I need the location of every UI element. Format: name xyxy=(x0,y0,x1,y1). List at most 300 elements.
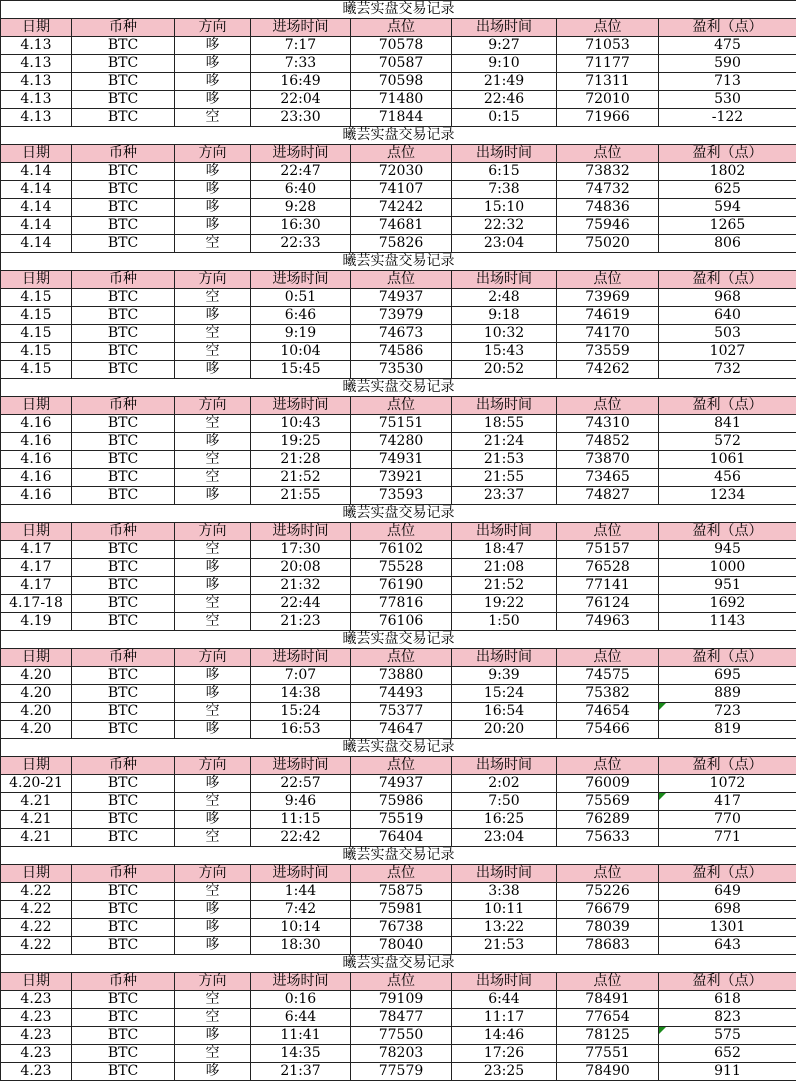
table-row xyxy=(1,451,796,469)
table-cell: 空 xyxy=(175,991,251,1009)
table-row xyxy=(1,541,796,559)
header-cell: 盈利（点） xyxy=(659,523,796,541)
table-cell: 76738 xyxy=(351,919,452,937)
section-title-row xyxy=(1,1,796,19)
section-title-row xyxy=(1,955,796,973)
header-cell: 点位 xyxy=(351,397,452,415)
section-title: 曦芸实盘交易记录 xyxy=(1,253,796,271)
table-cell: BTC xyxy=(72,289,175,307)
table-cell: 22:04 xyxy=(251,91,351,109)
table-cell: 1234 xyxy=(659,487,796,505)
table-cell: BTC xyxy=(72,991,175,1009)
header-cell: 日期 xyxy=(1,145,72,163)
header-cell: 方向 xyxy=(175,271,251,289)
header-cell: 点位 xyxy=(351,757,452,775)
table-cell: 4.21 xyxy=(1,829,72,847)
section-title: 曦芸实盘交易记录 xyxy=(1,505,796,523)
table-row xyxy=(1,289,796,307)
table-cell: 16:49 xyxy=(251,73,351,91)
table-cell: 572 xyxy=(659,433,796,451)
table-cell: 哆 xyxy=(175,163,251,181)
table-row xyxy=(1,199,796,217)
table-cell: BTC xyxy=(72,577,175,595)
table-cell: 哆 xyxy=(175,937,251,955)
table-cell: 哆 xyxy=(175,559,251,577)
table-cell: BTC xyxy=(72,235,175,253)
header-cell: 方向 xyxy=(175,523,251,541)
table-cell: 75826 xyxy=(351,235,452,253)
table-cell: 4.22 xyxy=(1,919,72,937)
table-cell: 1:44 xyxy=(251,883,351,901)
table-row xyxy=(1,919,796,937)
table-cell: BTC xyxy=(72,919,175,937)
table-cell: 75986 xyxy=(351,793,452,811)
table-cell: 10:04 xyxy=(251,343,351,361)
table-cell: 21:08 xyxy=(452,559,557,577)
section-title: 曦芸实盘交易记录 xyxy=(1,379,796,397)
table-cell: 71311 xyxy=(557,73,659,91)
table-cell: BTC xyxy=(72,883,175,901)
header-cell: 点位 xyxy=(351,523,452,541)
table-cell: 4.17 xyxy=(1,541,72,559)
table-cell: 哆 xyxy=(175,577,251,595)
table-cell: 16:25 xyxy=(452,811,557,829)
table-cell: 空 xyxy=(175,613,251,631)
table-cell: 74827 xyxy=(557,487,659,505)
table-cell: 732 xyxy=(659,361,796,379)
table-row xyxy=(1,883,796,901)
table-cell: BTC xyxy=(72,667,175,685)
table-cell: 22:42 xyxy=(251,829,351,847)
table-row xyxy=(1,487,796,505)
table-cell: 4.20 xyxy=(1,667,72,685)
table-cell: 78040 xyxy=(351,937,452,955)
section-title: 曦芸实盘交易记录 xyxy=(1,847,796,865)
table-row xyxy=(1,613,796,631)
table-cell: 哆 xyxy=(175,361,251,379)
table-cell: BTC xyxy=(72,469,175,487)
table-cell: 4.16 xyxy=(1,469,72,487)
table-cell: BTC xyxy=(72,109,175,127)
table-cell: 哆 xyxy=(175,667,251,685)
table-cell: BTC xyxy=(72,181,175,199)
table-cell: 哆 xyxy=(175,1027,251,1045)
table-cell: 空 xyxy=(175,235,251,253)
header-cell: 日期 xyxy=(1,973,72,991)
table-cell: 76009 xyxy=(557,775,659,793)
table-cell: 4.20 xyxy=(1,703,72,721)
table-cell: BTC xyxy=(72,343,175,361)
table-row xyxy=(1,217,796,235)
table-cell: 770 xyxy=(659,811,796,829)
table-cell: 75569 xyxy=(557,793,659,811)
table-cell: 73921 xyxy=(351,469,452,487)
header-cell: 进场时间 xyxy=(251,523,351,541)
table-row xyxy=(1,1027,796,1045)
table-cell: 哆 xyxy=(175,685,251,703)
table-cell: 73870 xyxy=(557,451,659,469)
table-row xyxy=(1,685,796,703)
table-cell: 78491 xyxy=(557,991,659,1009)
header-cell: 点位 xyxy=(351,973,452,991)
table-cell: 7:07 xyxy=(251,667,351,685)
table-cell: 0:16 xyxy=(251,991,351,1009)
table-cell: 4.23 xyxy=(1,1063,72,1081)
table-cell: 20:20 xyxy=(452,721,557,739)
table-cell: 空 xyxy=(175,883,251,901)
table-cell: 15:43 xyxy=(452,343,557,361)
table-cell: 1072 xyxy=(659,775,796,793)
header-cell: 日期 xyxy=(1,271,72,289)
table-cell: 76102 xyxy=(351,541,452,559)
table-cell: BTC xyxy=(72,1009,175,1027)
table-cell: 575 xyxy=(659,1027,796,1045)
table-cell: 75633 xyxy=(557,829,659,847)
table-row xyxy=(1,307,796,325)
header-cell: 日期 xyxy=(1,19,72,37)
table-cell: 417 xyxy=(659,793,796,811)
table-cell: 652 xyxy=(659,1045,796,1063)
table-cell: 73880 xyxy=(351,667,452,685)
table-cell: 6:15 xyxy=(452,163,557,181)
header-cell: 出场时间 xyxy=(452,757,557,775)
table-row xyxy=(1,559,796,577)
table-cell: 4.15 xyxy=(1,325,72,343)
header-cell: 日期 xyxy=(1,865,72,883)
table-cell: 20:08 xyxy=(251,559,351,577)
table-cell: 22:47 xyxy=(251,163,351,181)
table-row xyxy=(1,109,796,127)
table-row xyxy=(1,73,796,91)
table-cell: 6:44 xyxy=(251,1009,351,1027)
table-cell: 哆 xyxy=(175,775,251,793)
section-title-row xyxy=(1,505,796,523)
table-cell: 哆 xyxy=(175,55,251,73)
table-cell: 77551 xyxy=(557,1045,659,1063)
table-cell: 15:24 xyxy=(251,703,351,721)
header-cell: 日期 xyxy=(1,523,72,541)
table-cell: 71480 xyxy=(351,91,452,109)
header-cell: 盈利（点） xyxy=(659,397,796,415)
table-cell: 10:43 xyxy=(251,415,351,433)
header-cell: 出场时间 xyxy=(452,649,557,667)
table-cell: 4.21 xyxy=(1,793,72,811)
table-cell: 22:44 xyxy=(251,595,351,613)
table-cell: 4.20-21 xyxy=(1,775,72,793)
header-cell: 币种 xyxy=(72,757,175,775)
table-cell: 4.17 xyxy=(1,577,72,595)
header-cell: 盈利（点） xyxy=(659,145,796,163)
header-cell: 币种 xyxy=(72,973,175,991)
table-cell: 4.16 xyxy=(1,451,72,469)
table-cell: 4.23 xyxy=(1,1009,72,1027)
header-row xyxy=(1,19,796,37)
header-cell: 出场时间 xyxy=(452,397,557,415)
table-cell: 4.16 xyxy=(1,433,72,451)
table-cell: 7:42 xyxy=(251,901,351,919)
table-cell: 70587 xyxy=(351,55,452,73)
table-cell: 22:32 xyxy=(452,217,557,235)
table-row xyxy=(1,595,796,613)
table-row xyxy=(1,937,796,955)
table-row xyxy=(1,829,796,847)
header-cell: 出场时间 xyxy=(452,523,557,541)
table-cell: 6:46 xyxy=(251,307,351,325)
table-cell: 23:04 xyxy=(452,829,557,847)
table-cell: 771 xyxy=(659,829,796,847)
header-cell: 币种 xyxy=(72,397,175,415)
header-row xyxy=(1,271,796,289)
section-title-row xyxy=(1,379,796,397)
header-cell: 币种 xyxy=(72,865,175,883)
table-cell: 13:22 xyxy=(452,919,557,937)
header-cell: 出场时间 xyxy=(452,271,557,289)
header-row xyxy=(1,523,796,541)
table-cell: 695 xyxy=(659,667,796,685)
table-cell: 71177 xyxy=(557,55,659,73)
header-cell: 进场时间 xyxy=(251,649,351,667)
table-cell: 73969 xyxy=(557,289,659,307)
table-cell: 4.23 xyxy=(1,991,72,1009)
header-cell: 盈利（点） xyxy=(659,865,796,883)
header-cell: 点位 xyxy=(351,19,452,37)
table-cell: 74619 xyxy=(557,307,659,325)
table-row xyxy=(1,163,796,181)
table-cell: 空 xyxy=(175,793,251,811)
table-cell: 4.20 xyxy=(1,721,72,739)
table-cell: 6:44 xyxy=(452,991,557,1009)
table-cell: 649 xyxy=(659,883,796,901)
table-cell: BTC xyxy=(72,1045,175,1063)
header-cell: 进场时间 xyxy=(251,397,351,415)
header-cell: 方向 xyxy=(175,865,251,883)
table-row xyxy=(1,469,796,487)
header-cell: 点位 xyxy=(351,145,452,163)
table-cell: 哆 xyxy=(175,1063,251,1081)
table-cell: BTC xyxy=(72,55,175,73)
table-cell: BTC xyxy=(72,1063,175,1081)
table-cell: BTC xyxy=(72,811,175,829)
table-cell: 21:55 xyxy=(452,469,557,487)
table-cell: 空 xyxy=(175,343,251,361)
table-cell: 19:22 xyxy=(452,595,557,613)
table-cell: 951 xyxy=(659,577,796,595)
table-cell: 空 xyxy=(175,829,251,847)
table-body xyxy=(1,1,796,1081)
table-cell: BTC xyxy=(72,829,175,847)
table-cell: 空 xyxy=(175,415,251,433)
header-cell: 点位 xyxy=(557,973,659,991)
table-cell: 9:19 xyxy=(251,325,351,343)
table-cell: 7:50 xyxy=(452,793,557,811)
table-cell: 78203 xyxy=(351,1045,452,1063)
table-cell: 17:26 xyxy=(452,1045,557,1063)
table-cell: 75020 xyxy=(557,235,659,253)
section-title: 曦芸实盘交易记录 xyxy=(1,127,796,145)
table-cell: 78039 xyxy=(557,919,659,937)
table-cell: 空 xyxy=(175,541,251,559)
table-cell: BTC xyxy=(72,775,175,793)
table-cell: 15:24 xyxy=(452,685,557,703)
header-cell: 点位 xyxy=(557,865,659,883)
table-cell: 4.21 xyxy=(1,811,72,829)
table-cell: 74262 xyxy=(557,361,659,379)
table-cell: 71966 xyxy=(557,109,659,127)
table-cell: 9:28 xyxy=(251,199,351,217)
header-cell: 点位 xyxy=(557,397,659,415)
table-row xyxy=(1,415,796,433)
table-cell: 1143 xyxy=(659,613,796,631)
header-cell: 币种 xyxy=(72,19,175,37)
header-cell: 点位 xyxy=(557,757,659,775)
table-cell: 空 xyxy=(175,289,251,307)
table-cell: 4.13 xyxy=(1,91,72,109)
table-cell: 16:54 xyxy=(452,703,557,721)
table-cell: 456 xyxy=(659,469,796,487)
table-cell: 74681 xyxy=(351,217,452,235)
table-row xyxy=(1,343,796,361)
table-cell: 75377 xyxy=(351,703,452,721)
table-cell: 77141 xyxy=(557,577,659,595)
table-row xyxy=(1,811,796,829)
table-cell: 4.16 xyxy=(1,415,72,433)
table-cell: 75151 xyxy=(351,415,452,433)
table-row xyxy=(1,1063,796,1081)
table-cell: 74673 xyxy=(351,325,452,343)
table-cell: BTC xyxy=(72,325,175,343)
table-cell: 22:33 xyxy=(251,235,351,253)
table-cell: 503 xyxy=(659,325,796,343)
header-cell: 日期 xyxy=(1,649,72,667)
table-cell: BTC xyxy=(72,37,175,55)
table-cell: 4.14 xyxy=(1,163,72,181)
table-cell: 530 xyxy=(659,91,796,109)
header-cell: 方向 xyxy=(175,973,251,991)
table-cell: 4.13 xyxy=(1,37,72,55)
table-cell: 21:53 xyxy=(452,937,557,955)
table-cell: 4.14 xyxy=(1,199,72,217)
table-cell: 74493 xyxy=(351,685,452,703)
header-cell: 点位 xyxy=(557,649,659,667)
table-cell: 23:30 xyxy=(251,109,351,127)
table-row xyxy=(1,1045,796,1063)
header-row xyxy=(1,757,796,775)
table-cell: BTC xyxy=(72,901,175,919)
table-cell: BTC xyxy=(72,685,175,703)
table-cell: 空 xyxy=(175,703,251,721)
table-cell: 23:04 xyxy=(452,235,557,253)
table-cell: 11:15 xyxy=(251,811,351,829)
table-cell: 76289 xyxy=(557,811,659,829)
table-cell: 4.15 xyxy=(1,361,72,379)
table-cell: 16:30 xyxy=(251,217,351,235)
table-cell: 23:37 xyxy=(452,487,557,505)
table-cell: 11:41 xyxy=(251,1027,351,1045)
table-row xyxy=(1,901,796,919)
header-cell: 进场时间 xyxy=(251,19,351,37)
table-cell: 76190 xyxy=(351,577,452,595)
table-cell: 21:55 xyxy=(251,487,351,505)
header-cell: 币种 xyxy=(72,523,175,541)
table-cell: 19:25 xyxy=(251,433,351,451)
table-cell: 75466 xyxy=(557,721,659,739)
table-cell: 968 xyxy=(659,289,796,307)
table-cell: 74170 xyxy=(557,325,659,343)
table-cell: 10:14 xyxy=(251,919,351,937)
table-cell: 21:53 xyxy=(452,451,557,469)
table-cell: 10:11 xyxy=(452,901,557,919)
table-row xyxy=(1,793,796,811)
table-cell: 21:52 xyxy=(452,577,557,595)
table-cell: 2:48 xyxy=(452,289,557,307)
table-row xyxy=(1,325,796,343)
header-cell: 进场时间 xyxy=(251,973,351,991)
table-cell: 74852 xyxy=(557,433,659,451)
table-cell: 71844 xyxy=(351,109,452,127)
table-row xyxy=(1,667,796,685)
table-cell: 空 xyxy=(175,1045,251,1063)
table-cell: 71053 xyxy=(557,37,659,55)
table-cell: 806 xyxy=(659,235,796,253)
table-cell: 空 xyxy=(175,1009,251,1027)
table-cell: 4.14 xyxy=(1,235,72,253)
table-cell: 14:46 xyxy=(452,1027,557,1045)
table-cell: 73593 xyxy=(351,487,452,505)
table-cell: 哆 xyxy=(175,919,251,937)
table-row xyxy=(1,181,796,199)
table-cell: 625 xyxy=(659,181,796,199)
table-cell: 945 xyxy=(659,541,796,559)
header-cell: 进场时间 xyxy=(251,865,351,883)
table-cell: 74310 xyxy=(557,415,659,433)
table-cell: 1:50 xyxy=(452,613,557,631)
table-cell: 1027 xyxy=(659,343,796,361)
table-cell: 哆 xyxy=(175,181,251,199)
table-cell: 18:47 xyxy=(452,541,557,559)
table-cell: 21:28 xyxy=(251,451,351,469)
header-cell: 盈利（点） xyxy=(659,19,796,37)
table-cell: BTC xyxy=(72,199,175,217)
header-row xyxy=(1,865,796,883)
table-cell: BTC xyxy=(72,595,175,613)
header-cell: 方向 xyxy=(175,145,251,163)
section-title-row xyxy=(1,739,796,757)
table-cell: 7:33 xyxy=(251,55,351,73)
table-cell: 618 xyxy=(659,991,796,1009)
table-cell: BTC xyxy=(72,451,175,469)
table-cell: 哆 xyxy=(175,901,251,919)
table-cell: 14:38 xyxy=(251,685,351,703)
table-cell: 空 xyxy=(175,451,251,469)
table-cell: BTC xyxy=(72,73,175,91)
table-cell: 70578 xyxy=(351,37,452,55)
section-title-row xyxy=(1,631,796,649)
table-cell: 1000 xyxy=(659,559,796,577)
table-cell: 4.22 xyxy=(1,937,72,955)
table-cell: 75382 xyxy=(557,685,659,703)
table-cell: 74575 xyxy=(557,667,659,685)
section-title-row xyxy=(1,253,796,271)
table-cell: 哆 xyxy=(175,487,251,505)
table-row xyxy=(1,91,796,109)
table-cell: 16:53 xyxy=(251,721,351,739)
table-cell: 18:30 xyxy=(251,937,351,955)
table-cell: 4.19 xyxy=(1,613,72,631)
table-cell: 74931 xyxy=(351,451,452,469)
header-row xyxy=(1,973,796,991)
table-cell: 72010 xyxy=(557,91,659,109)
header-cell: 盈利（点） xyxy=(659,271,796,289)
